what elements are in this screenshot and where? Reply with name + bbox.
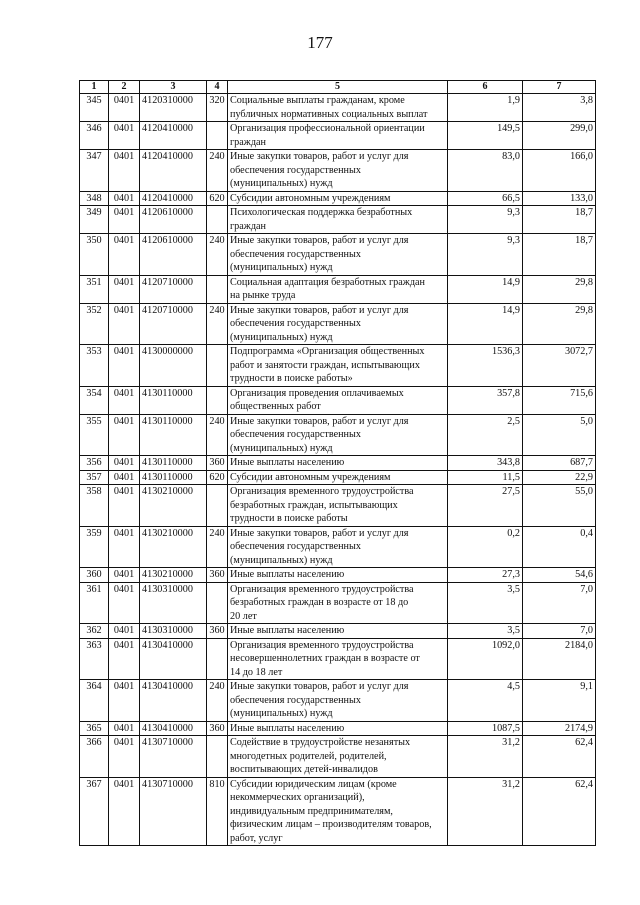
table-row (80, 386, 596, 414)
item-name (228, 303, 448, 345)
item-name-line: обеспечения государственных (230, 429, 361, 440)
item-name (228, 150, 448, 192)
expense-type-code: 620 (207, 191, 228, 206)
amount-col-6: 1,9 (448, 94, 523, 122)
section-code: 0401 (109, 736, 140, 778)
amount-col-7: 0,4 (523, 526, 596, 568)
section-code: 0401 (109, 777, 140, 846)
expense-type-code: 240 (207, 150, 228, 192)
item-name-line: Субсидии юридическим лицам (кроме (230, 778, 397, 790)
item-name (228, 414, 448, 456)
column-header-5: 5 (228, 81, 448, 94)
expense-type-code: 240 (207, 303, 228, 345)
item-name (228, 736, 448, 778)
table-row (80, 777, 596, 846)
amount-col-7: 133,0 (523, 191, 596, 206)
amount-col-6: 27,3 (448, 568, 523, 583)
item-name (228, 386, 448, 414)
amount-col-7: 715,6 (523, 386, 596, 414)
column-header-2: 2 (109, 81, 140, 94)
expense-type-code: 360 (207, 568, 228, 583)
amount-col-7: 9,1 (523, 680, 596, 722)
target-article-code: 4130210000 (140, 526, 207, 568)
section-code: 0401 (109, 206, 140, 234)
item-name-line: Социальная адаптация безработных граждан (230, 276, 425, 288)
section-code: 0401 (109, 638, 140, 680)
amount-col-6: 1092,0 (448, 638, 523, 680)
row-number: 362 (80, 624, 109, 639)
target-article-code: 4130110000 (140, 470, 207, 485)
amount-col-7: 2174,9 (523, 721, 596, 736)
row-number: 346 (80, 122, 109, 150)
item-name-line: Иные закупки товаров, работ и услуг для (230, 681, 409, 692)
item-name-line: Иные закупки товаров, работ и услуг для (230, 235, 409, 246)
amount-col-7: 7,0 (523, 624, 596, 639)
target-article-code: 4130710000 (140, 777, 207, 846)
target-article-code: 4120610000 (140, 206, 207, 234)
table-row (80, 206, 596, 234)
item-name-line: (муниципальных) нужд (230, 262, 333, 273)
item-name (228, 345, 448, 387)
column-header-6: 6 (448, 81, 523, 94)
amount-col-7: 22,9 (523, 470, 596, 485)
item-name-line: Организация проведения оплачиваемых (230, 387, 404, 399)
section-code: 0401 (109, 345, 140, 387)
amount-col-7: 18,7 (523, 234, 596, 276)
item-name-line: (муниципальных) нужд (230, 178, 333, 189)
target-article-code: 4130000000 (140, 345, 207, 387)
item-name (228, 456, 448, 471)
budget-table (79, 80, 596, 846)
item-name-line: обеспечения государственных (230, 318, 361, 329)
item-name-line: граждан (230, 136, 266, 148)
row-number: 365 (80, 721, 109, 736)
section-code: 0401 (109, 582, 140, 624)
table-row (80, 470, 596, 485)
section-code: 0401 (109, 680, 140, 722)
item-name-line: Организация профессиональной ориентации (230, 123, 425, 134)
expense-type-code: 360 (207, 456, 228, 471)
item-name (228, 275, 448, 303)
amount-col-6: 11,5 (448, 470, 523, 485)
amount-col-7: 3,8 (523, 94, 596, 122)
table-row (80, 526, 596, 568)
expense-type-code (207, 582, 228, 624)
amount-col-6: 14,9 (448, 303, 523, 345)
row-number: 364 (80, 680, 109, 722)
row-number: 359 (80, 526, 109, 568)
section-code: 0401 (109, 122, 140, 150)
item-name (228, 638, 448, 680)
item-name-line: граждан (230, 220, 266, 232)
table-row (80, 485, 596, 527)
amount-col-6: 3,5 (448, 582, 523, 624)
target-article-code: 4130110000 (140, 386, 207, 414)
section-code: 0401 (109, 721, 140, 736)
amount-col-6: 4,5 (448, 680, 523, 722)
row-number: 358 (80, 485, 109, 527)
amount-col-6: 14,9 (448, 275, 523, 303)
item-name-line: обеспечения государственных (230, 164, 361, 176)
amount-col-7: 18,7 (523, 206, 596, 234)
section-code: 0401 (109, 275, 140, 303)
amount-col-7: 55,0 (523, 485, 596, 527)
row-number: 360 (80, 568, 109, 583)
target-article-code: 4130210000 (140, 485, 207, 527)
table-row (80, 94, 596, 122)
item-name-line: Иные закупки товаров, работ и услуг для (230, 527, 409, 539)
item-name-line: (муниципальных) нужд (230, 554, 333, 566)
item-name (228, 94, 448, 122)
item-name (228, 624, 448, 639)
row-number: 345 (80, 94, 109, 122)
target-article-code: 4130110000 (140, 456, 207, 471)
row-number: 348 (80, 191, 109, 206)
expense-type-code (207, 122, 228, 150)
amount-col-6: 83,0 (448, 150, 523, 192)
item-name-line: Организация временного трудоустройства (230, 486, 414, 497)
expense-type-code (207, 638, 228, 680)
item-name (228, 526, 448, 568)
target-article-code: 4120410000 (140, 191, 207, 206)
item-name-line: Иные выплаты населению (230, 457, 345, 468)
item-name-line: Иные выплаты населению (230, 569, 345, 580)
item-name-line: трудности в поиске работы» (230, 373, 353, 384)
table-row (80, 624, 596, 639)
section-code: 0401 (109, 150, 140, 192)
row-number: 354 (80, 386, 109, 414)
item-name (228, 470, 448, 485)
table-row (80, 122, 596, 150)
amount-col-7: 7,0 (523, 582, 596, 624)
item-name-line: (муниципальных) нужд (230, 442, 333, 454)
row-number: 363 (80, 638, 109, 680)
amount-col-6: 31,2 (448, 777, 523, 846)
section-code: 0401 (109, 526, 140, 568)
row-number: 353 (80, 345, 109, 387)
amount-col-6: 1536,3 (448, 345, 523, 387)
section-code: 0401 (109, 191, 140, 206)
item-name-line: обеспечения государственных (230, 541, 361, 552)
row-number: 361 (80, 582, 109, 624)
amount-col-6: 357,8 (448, 386, 523, 414)
table-row (80, 275, 596, 303)
item-name-line: несовершеннолетних граждан в возрасте от (230, 653, 420, 664)
item-name-line: (муниципальных) нужд (230, 331, 333, 343)
target-article-code: 4120710000 (140, 303, 207, 345)
expense-type-code (207, 206, 228, 234)
target-article-code: 4120410000 (140, 122, 207, 150)
item-name-line: некоммерческих организаций), (230, 792, 365, 803)
expense-type-code: 810 (207, 777, 228, 846)
expense-type-code (207, 345, 228, 387)
item-name-line: трудности в поиске работы (230, 513, 348, 524)
expense-type-code: 240 (207, 680, 228, 722)
amount-col-6: 66,5 (448, 191, 523, 206)
item-name-line: работ, услуг (230, 832, 283, 844)
amount-col-7: 5,0 (523, 414, 596, 456)
amount-col-7: 54,6 (523, 568, 596, 583)
item-name (228, 777, 448, 846)
column-header-3: 3 (140, 81, 207, 94)
item-name-line: (муниципальных) нужд (230, 708, 333, 719)
row-number: 352 (80, 303, 109, 345)
header-row (80, 81, 596, 94)
section-code: 0401 (109, 568, 140, 583)
item-name-line: безработных граждан, испытывающих (230, 499, 398, 511)
amount-col-6: 31,2 (448, 736, 523, 778)
amount-col-6: 9,3 (448, 206, 523, 234)
amount-col-6: 149,5 (448, 122, 523, 150)
table-row (80, 234, 596, 276)
item-name (228, 721, 448, 736)
amount-col-6: 3,5 (448, 624, 523, 639)
row-number: 355 (80, 414, 109, 456)
page-number: 177 (307, 33, 333, 52)
target-article-code: 4130310000 (140, 624, 207, 639)
item-name (228, 568, 448, 583)
item-name-line: Организация временного трудоустройства (230, 639, 414, 651)
item-name (228, 680, 448, 722)
item-name-line: Иные выплаты населению (230, 625, 345, 636)
section-code: 0401 (109, 624, 140, 639)
section-code: 0401 (109, 456, 140, 471)
table-row (80, 414, 596, 456)
table-row (80, 191, 596, 206)
column-header-7: 7 (523, 81, 596, 94)
expense-type-code (207, 386, 228, 414)
row-number: 367 (80, 777, 109, 846)
amount-col-7: 299,0 (523, 122, 596, 150)
table-row (80, 303, 596, 345)
target-article-code: 4130410000 (140, 638, 207, 680)
expense-type-code: 240 (207, 526, 228, 568)
item-name (228, 582, 448, 624)
item-name-line: Психологическая поддержка безработных (230, 207, 413, 218)
item-name-line: 14 до 18 лет (230, 666, 283, 678)
column-header-1: 1 (80, 81, 109, 94)
item-name-line: Социальные выплаты гражданам, кроме (230, 95, 405, 106)
section-code: 0401 (109, 470, 140, 485)
item-name-line: обеспечения государственных (230, 248, 361, 260)
target-article-code: 4130410000 (140, 680, 207, 722)
section-code: 0401 (109, 485, 140, 527)
target-article-code: 4130410000 (140, 721, 207, 736)
section-code: 0401 (109, 386, 140, 414)
expense-type-code: 360 (207, 624, 228, 639)
table-row (80, 721, 596, 736)
amount-col-6: 0,2 (448, 526, 523, 568)
target-article-code: 4130310000 (140, 582, 207, 624)
amount-col-7: 687,7 (523, 456, 596, 471)
item-name-line: на рынке труда (230, 290, 296, 301)
item-name-line: Иные закупки товаров, работ и услуг для (230, 415, 409, 427)
item-name-line: 20 лет (230, 610, 257, 622)
amount-col-7: 2184,0 (523, 638, 596, 680)
item-name-line: Содействие в трудоустройстве незанятых (230, 737, 411, 748)
expense-type-code (207, 485, 228, 527)
table-row (80, 638, 596, 680)
table-row (80, 456, 596, 471)
item-name-line: обеспечения государственных (230, 694, 361, 706)
target-article-code: 4120710000 (140, 275, 207, 303)
expense-type-code: 240 (207, 414, 228, 456)
row-number: 357 (80, 470, 109, 485)
table-row (80, 736, 596, 778)
amount-col-7: 62,4 (523, 777, 596, 846)
row-number: 351 (80, 275, 109, 303)
expense-type-code: 240 (207, 234, 228, 276)
table-body (80, 94, 596, 846)
table-row (80, 680, 596, 722)
item-name-line: многодетных родителей, родителей, (230, 750, 387, 762)
item-name-line: Иные закупки товаров, работ и услуг для (230, 304, 409, 316)
target-article-code: 4120610000 (140, 234, 207, 276)
section-code: 0401 (109, 94, 140, 122)
amount-col-6: 343,8 (448, 456, 523, 471)
item-name-line: Иные выплаты населению (230, 722, 345, 734)
amount-col-7: 29,8 (523, 303, 596, 345)
target-article-code: 4130710000 (140, 736, 207, 778)
item-name-line: Субсидии автономным учреждениям (230, 471, 391, 483)
item-name-line: Организация временного трудоустройства (230, 583, 414, 595)
column-header-4: 4 (207, 81, 228, 94)
target-article-code: 4130210000 (140, 568, 207, 583)
target-article-code: 4120310000 (140, 94, 207, 122)
amount-col-6: 27,5 (448, 485, 523, 527)
item-name-line: воспитывающих детей-инвалидов (230, 764, 378, 775)
section-code: 0401 (109, 303, 140, 345)
target-article-code: 4120410000 (140, 150, 207, 192)
item-name (228, 206, 448, 234)
table-row (80, 150, 596, 192)
item-name-line: работ и занятости граждан, испытывающих (230, 359, 420, 371)
item-name (228, 122, 448, 150)
item-name-line: публичных нормативных социальных выплат (230, 108, 428, 120)
item-name (228, 234, 448, 276)
item-name (228, 191, 448, 206)
amount-col-7: 166,0 (523, 150, 596, 192)
item-name-line: безработных граждан в возрасте от 18 до (230, 597, 409, 608)
row-number: 366 (80, 736, 109, 778)
row-number: 350 (80, 234, 109, 276)
row-number: 356 (80, 456, 109, 471)
expense-type-code (207, 275, 228, 303)
table-row (80, 345, 596, 387)
item-name (228, 485, 448, 527)
amount-col-6: 9,3 (448, 234, 523, 276)
item-name-line: Субсидии автономным учреждениям (230, 192, 391, 204)
target-article-code: 4130110000 (140, 414, 207, 456)
item-name-line: Подпрограмма «Организация общественных (230, 346, 425, 357)
amount-col-6: 2,5 (448, 414, 523, 456)
item-name-line: физическим лицам – производителям товаров, (230, 819, 432, 830)
item-name-line: Иные закупки товаров, работ и услуг для (230, 151, 409, 162)
table-row (80, 582, 596, 624)
expense-type-code: 620 (207, 470, 228, 485)
expense-type-code: 320 (207, 94, 228, 122)
amount-col-7: 3072,7 (523, 345, 596, 387)
section-code: 0401 (109, 414, 140, 456)
item-name-line: индивидуальным предпринимателям, (230, 805, 393, 817)
amount-col-7: 29,8 (523, 275, 596, 303)
table-row (80, 568, 596, 583)
row-number: 347 (80, 150, 109, 192)
amount-col-7: 62,4 (523, 736, 596, 778)
expense-type-code (207, 736, 228, 778)
amount-col-6: 1087,5 (448, 721, 523, 736)
item-name-line: общественных работ (230, 401, 321, 412)
expense-type-code: 360 (207, 721, 228, 736)
row-number: 349 (80, 206, 109, 234)
section-code: 0401 (109, 234, 140, 276)
